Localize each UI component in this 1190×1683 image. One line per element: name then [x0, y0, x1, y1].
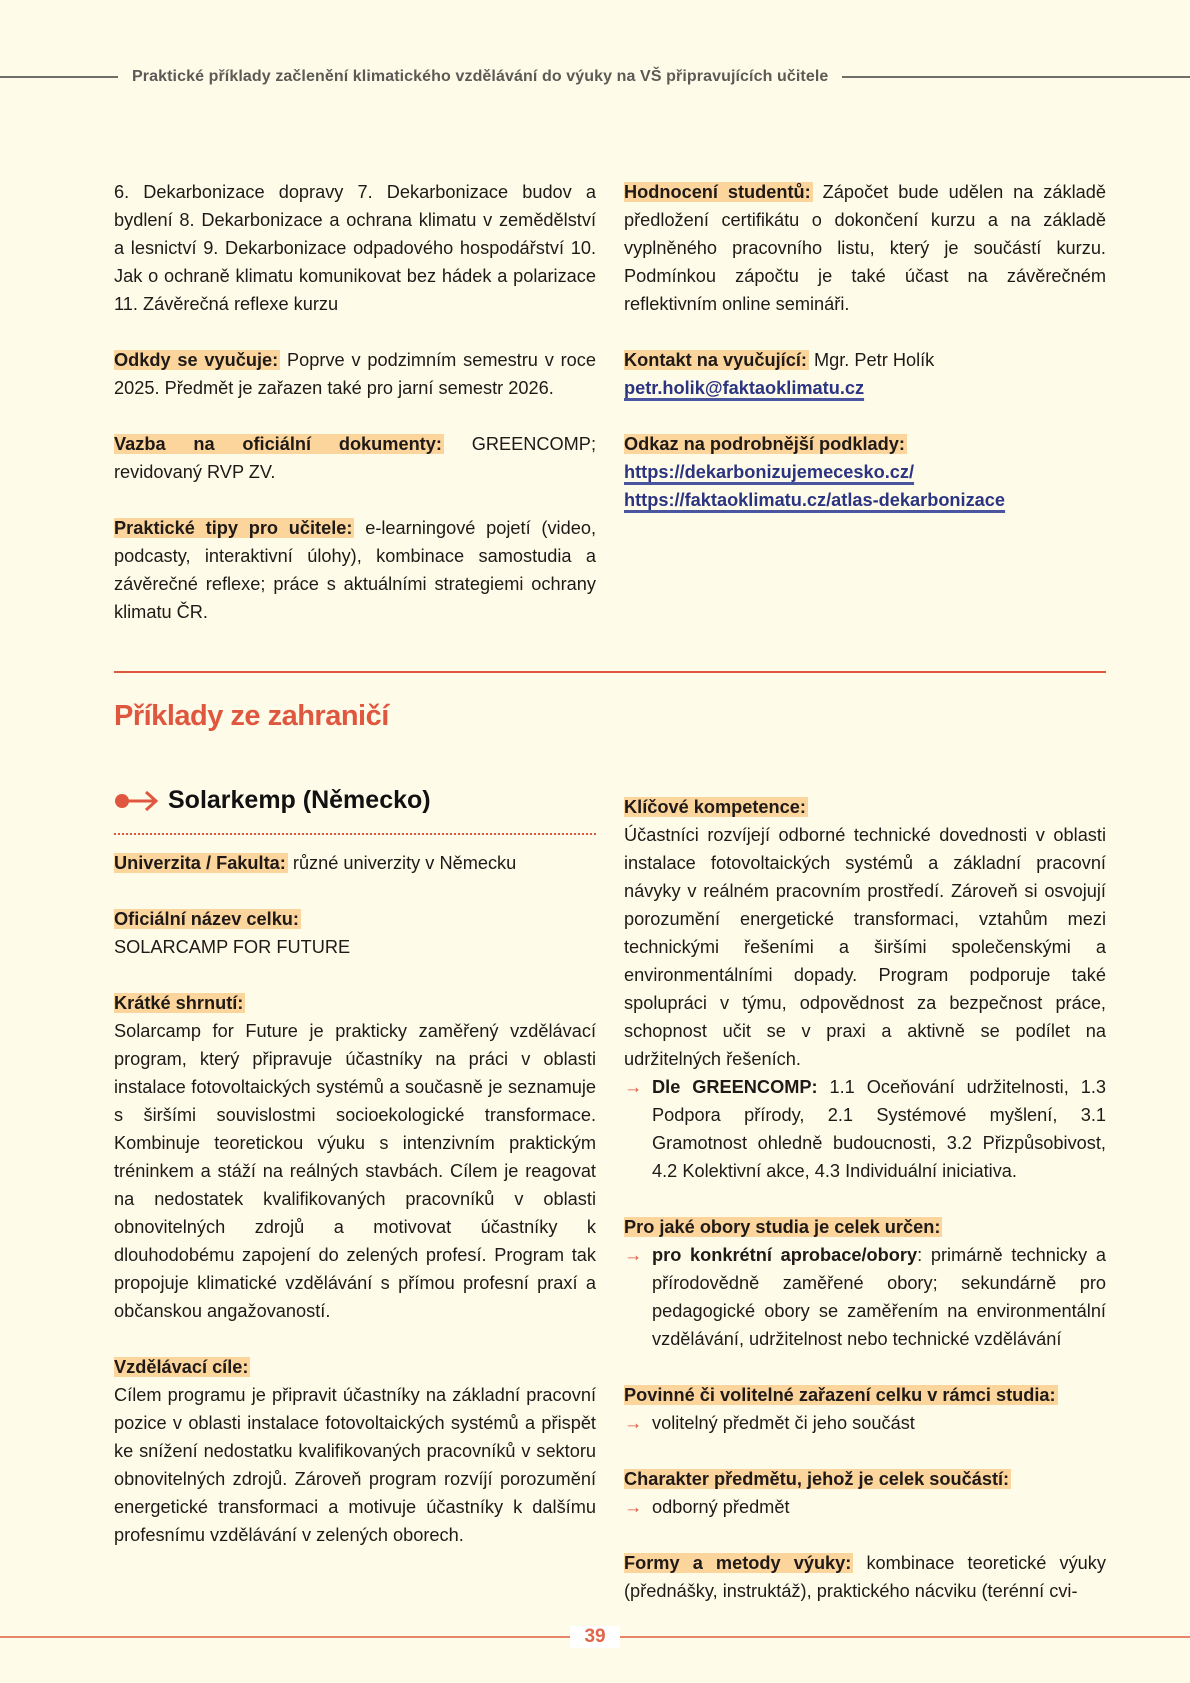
arrow-right-icon: →	[624, 1077, 643, 1097]
arrow-right-icon: →	[624, 1497, 643, 1517]
tips-paragraph	[114, 514, 596, 626]
case-left-column	[114, 849, 596, 1549]
uni-label: Univerzita / Fakulta:	[114, 853, 286, 873]
competences-text: Účastníci rozvíjejí odborné technické dovednosti v oblasti instalace fotovoltaických systémů a základní pracovní návyky v reálném pracovním prostředí. Zároveň si osvojují porozumění energetické transformaci, vztahům mezi technickými řešeními a širšími společenskými a environmentálními dopady. Program podporuje také spolupráci v týmu, odpovědnost za bezpečnost práce, schopnost učit se v praxi a aktivně se podílet na udržitelných řešeních.	[624, 825, 1106, 1069]
contact-label: Kontakt na vyučující:	[624, 350, 807, 370]
greencomp-item	[624, 1073, 1106, 1185]
link-atlas-dekarbonizace[interactable]: https://faktaoklimatu.cz/atlas-dekarbonizace	[624, 490, 1006, 510]
greencomp-bold: Dle GREENCOMP:	[652, 1077, 818, 1097]
fields-label: Pro jaké obory studia je celek určen:	[624, 1217, 941, 1237]
right-top-column	[624, 178, 1106, 514]
arrow-right-icon: →	[624, 1413, 643, 1433]
since-paragraph	[114, 346, 596, 402]
page-number: 39	[570, 1626, 619, 1648]
official-name-label: Oficiální název celku:	[114, 909, 299, 929]
dotted-rule	[114, 833, 596, 835]
contact-paragraph	[624, 346, 1106, 374]
arrow-right-dot-icon	[114, 790, 160, 812]
mandatory-label: Povinné či volitelné zařazení celku v rámci studia:	[624, 1385, 1056, 1405]
fields-bold: pro konkrétní aprobace/obory	[652, 1245, 918, 1265]
forms-label: Formy a metody výuky:	[624, 1553, 852, 1573]
goals-label: Vzdělávací cíle:	[114, 1357, 249, 1377]
character-item	[624, 1493, 1106, 1521]
docs-paragraph	[114, 430, 596, 486]
uni-text: různé univerzity v Německu	[287, 853, 517, 873]
header-rule-left	[0, 76, 118, 78]
arrow-right-icon: →	[624, 1245, 643, 1265]
competences-label: Klíčové kompetence:	[624, 797, 806, 817]
header-rule-right	[842, 76, 1190, 78]
case-right-column	[624, 793, 1106, 1605]
page-footer	[0, 1626, 1190, 1648]
forms-text: kombinace teoretické výuky (přednášky, instruktáž), praktického nácviku (terénní cvi-	[624, 1553, 1106, 1601]
mandatory-item	[624, 1409, 1106, 1437]
official-name-text: SOLARCAMP FOR FUTURE	[114, 937, 351, 957]
eval-text: Zápočet bude udělen na základě předložení certifikátu o dokončení kurzu a na základě vyplněného pracovního listu, který je součástí kurzu. Podmínkou zápočtu je také účast na závěrečném reflektivním online semináři.	[624, 182, 1106, 314]
contact-name: Mgr. Petr Holík	[808, 350, 935, 370]
uni-paragraph	[114, 849, 596, 877]
link-dekarbonizujemecesko[interactable]: https://dekarbonizujemecesko.cz/	[624, 462, 915, 482]
docs-label: Vazba na oficiální dokumenty:	[114, 434, 442, 454]
left-top-column	[114, 178, 596, 626]
footer-rule-right	[620, 1636, 1190, 1638]
fields-text: : primárně technicky a přírodovědně zaměřené obory; sekundárně pro pedagogické obory se zaměřením na environmentální vzdělávání, udržitelnost nebo technické vzdělávání	[652, 1245, 1106, 1349]
section-title: Příklady ze zahraničí	[114, 700, 389, 732]
summary-label: Krátké shrnutí:	[114, 993, 244, 1013]
case-heading	[114, 786, 431, 815]
modules-text: 6. Dekarbonizace dopravy 7. Dekarbonizace budov a bydlení 8. Dekarbonizace a ochrana klimatu v zemědělství a lesnictví 9. Dekarbonizace odpadového hospodářství 10. Jak o ochraně klimatu komunikovat bez hádek a polarizace 11. Závěrečná reflexe kurzu	[114, 182, 596, 314]
eval-paragraph	[624, 178, 1106, 318]
eval-label: Hodnocení studentů:	[624, 182, 811, 202]
mandatory-text: volitelný předmět či jeho součást	[652, 1413, 915, 1433]
tips-label: Praktické tipy pro učitele:	[114, 518, 353, 538]
case-title: Solarkemp (Německo)	[168, 786, 431, 814]
summary-text: Solarcamp for Future je prakticky zaměřený vzdělávací program, který připravuje účastníky na práci v oblasti instalace fotovoltaických systémů a současně je seznamuje s širšími souvislostmi socioekologické transformace. Kombinuje teoretickou výuku s intenzivním praktickým tréninkem a stáží na reálných stavbách. Cílem je reagovat na nedostatek kvalifikovaných pracovníků v oblasti obnovitelných zdrojů a motivovat účastníky k dlouhodobému zapojení do zelených profesí. Program tak propojuje klimatické vzdělávání s přímou profesní praxí a občanskou angažovaností.	[114, 1021, 596, 1321]
since-label: Odkdy se vyučuje:	[114, 350, 279, 370]
tips-text: e-learningové pojetí (video, podcasty, interaktivní úlohy), kombinace samostudia a závěrečné reflexe; práce s aktuálními strategiemi ochrany klimatu ČR.	[114, 518, 596, 622]
character-text: odborný předmět	[652, 1497, 790, 1517]
running-header	[0, 66, 1190, 88]
goals-text: Cílem programu je připravit účastníky na základní pracovní pozice v oblasti instalace fotovoltaických systémů a přispět ke snížení nedostatku kvalifikovaných pracovníků v sektoru obnovitelných zdrojů. Zároveň program rozvíjí porozumění energetické transformaci a motivuje účastníky k dalšímu profesnímu vzdělávání v zelených oborech.	[114, 1385, 596, 1545]
character-label: Charakter předmětu, jehož je celek součástí:	[624, 1469, 1010, 1489]
links-label: Odkaz na podrobnější podklady:	[624, 434, 905, 454]
fields-item	[624, 1241, 1106, 1353]
docs-text: GREENCOMP; revidovaný RVP ZV.	[114, 434, 596, 482]
greencomp-text: 1.1 Oceňování udržitelnosti, 1.3 Podpora přírody, 2.1 Systémové myšlení, 3.1 Gramotnost ohledně budoucnosti, 3.2 Přizpůsobivost, 4.2 Kolektivní akce, 4.3 Individuální iniciativa.	[652, 1077, 1107, 1181]
header-title: Praktické příklady začlenění klimatického vzdělávání do výuky na VŠ připravujících učitele	[132, 68, 829, 85]
section-divider	[114, 671, 1106, 673]
footer-rule-left	[0, 1636, 570, 1638]
forms-paragraph	[624, 1549, 1106, 1605]
since-text: Poprve v podzimním semestru v roce 2025. Předmět je zařazen také pro jarní semestr 2026.	[114, 350, 596, 398]
contact-email-link[interactable]: petr.holik@faktaoklimatu.cz	[624, 378, 865, 398]
